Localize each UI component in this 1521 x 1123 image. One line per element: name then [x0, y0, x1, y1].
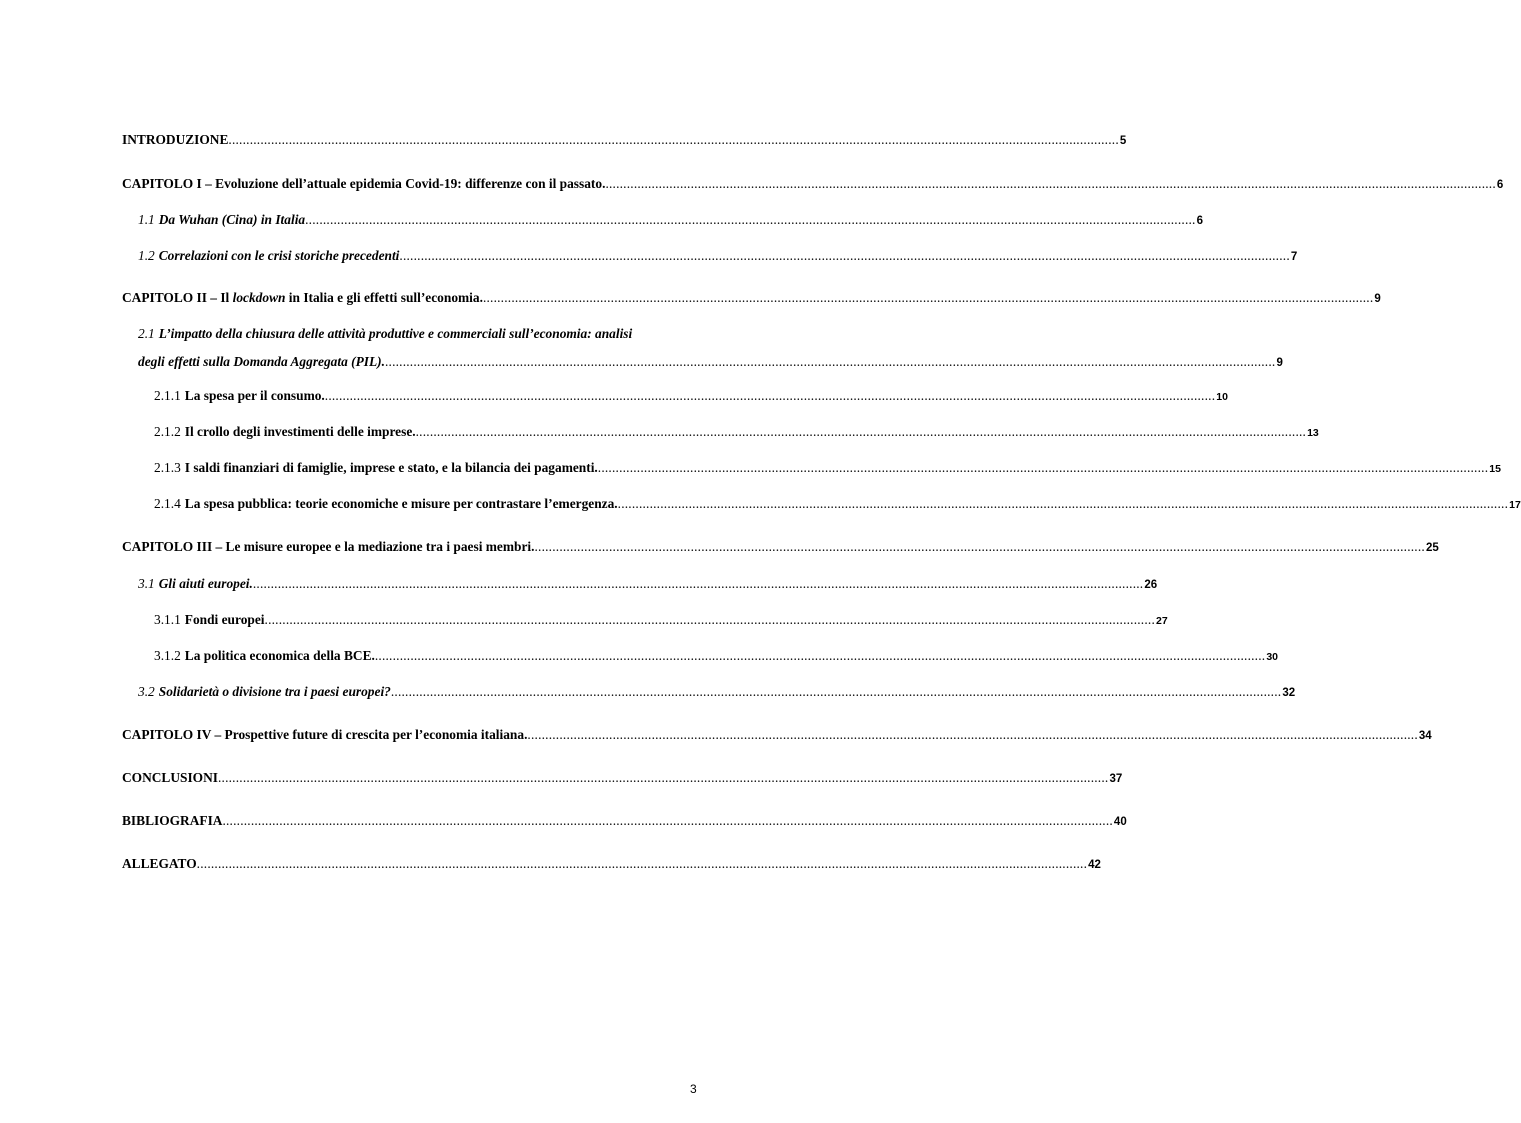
toc-entry-title: CAPITOLO IV – Prospettive future di crescita per l’economia italiana.: [122, 727, 528, 742]
toc-entry-page: 25: [1425, 542, 1439, 554]
toc-entry-number: 3.1.1: [154, 612, 181, 627]
dot-leader: [305, 212, 1195, 228]
toc-entry-page: 7: [1290, 251, 1298, 263]
dot-leader: [391, 684, 1281, 700]
toc-entry-section-2-1-4[interactable]: [154, 496, 1521, 512]
toc-entry-title: [122, 290, 483, 306]
toc-entry-page: 6: [1196, 215, 1203, 227]
dot-leader: [399, 248, 1289, 264]
toc-entry-conclusioni[interactable]: [122, 770, 1123, 786]
toc-entry-number: 3.1: [138, 576, 155, 591]
toc-entry-page: 9: [1276, 357, 1283, 369]
dot-leader: [598, 460, 1488, 476]
toc-entry-page: 10: [1216, 391, 1228, 403]
toc-entry-number: 1.2: [138, 248, 155, 263]
toc-entry-section-1-2[interactable]: [138, 248, 1298, 264]
dot-leader: [527, 727, 1417, 743]
toc-entry-title: Fondi europei: [184, 612, 265, 627]
toc-entry-capitolo-3[interactable]: [122, 539, 1439, 555]
toc-entry-bibliografia[interactable]: [122, 813, 1127, 829]
toc-entry-page: 6: [1496, 179, 1504, 191]
dot-leader: [325, 388, 1215, 404]
toc-entry-section-2-1-1[interactable]: [154, 388, 1228, 404]
toc-entry-section-2-1[interactable]: [138, 320, 1283, 377]
toc-entry-title: La spesa pubblica: teorie economiche e misure per contrastare l’emergenza.: [184, 496, 618, 511]
toc-entry-capitolo-2[interactable]: [122, 290, 1381, 306]
toc-entry-page: 40: [1113, 816, 1127, 828]
toc-entry-line-1: [138, 320, 698, 348]
toc-entry-section-1-1[interactable]: [138, 212, 1203, 228]
dot-leader: [605, 176, 1495, 192]
toc-entry-number: 2.1.2: [154, 424, 181, 439]
dot-leader: [618, 496, 1508, 512]
toc-entry-section-3-1-1[interactable]: [154, 612, 1168, 628]
toc-entry-title: La spesa per il consumo.: [184, 388, 325, 403]
toc-entry-line-2: [138, 348, 1283, 377]
dot-leader: [222, 813, 1112, 829]
toc-entry-title: CAPITOLO III – Le misure europee e la mediazione tra i paesi membri.: [122, 539, 535, 554]
toc-entry-title: CAPITOLO I – Evoluzione dell’attuale epidemia Covid-19: differenze con il passato.: [122, 176, 606, 191]
toc-entry-title: BIBLIOGRAFIA: [122, 813, 223, 828]
toc-entry-allegato[interactable]: [122, 856, 1101, 872]
toc-entry-title: INTRODUZIONE: [122, 132, 229, 147]
dot-leader: [385, 348, 1275, 376]
toc-entry-page: 37: [1109, 773, 1123, 785]
dot-leader: [265, 612, 1155, 628]
toc-entry-page: 34: [1418, 730, 1432, 742]
toc-entry-page: 9: [1374, 293, 1381, 305]
dot-leader: [416, 424, 1306, 440]
toc-entry-number: 3.1.2: [154, 648, 181, 663]
toc-entry-title-post: in Italia e gli effetti sull’economia.: [285, 290, 483, 305]
toc-entry-number: 2.1.3: [154, 460, 181, 475]
toc-entry-introduzione[interactable]: [122, 132, 1127, 148]
toc-entry-page: 26: [1144, 579, 1158, 591]
toc-entry-number: 2.1: [138, 326, 155, 341]
dot-leader: [253, 576, 1143, 592]
toc-entry-capitolo-4[interactable]: [122, 727, 1432, 743]
toc-entry-title: Solidarietà o divisione tra i paesi europei?: [158, 684, 391, 699]
toc-entry-title: Gli aiuti europei.: [158, 576, 253, 591]
toc-entry-title: Da Wuhan (Cina) in Italia: [158, 212, 306, 227]
page-number: 3: [690, 1082, 697, 1096]
toc-entry-page: 30: [1266, 651, 1279, 663]
toc-entry-section-2-1-2[interactable]: [154, 424, 1319, 440]
toc-entry-section-3-1[interactable]: [138, 576, 1158, 592]
toc-entry-page: 27: [1156, 615, 1168, 627]
toc-entry-title-emphasis: lockdown: [232, 290, 286, 305]
toc-entry-page: 15: [1489, 463, 1501, 475]
dot-leader: [228, 132, 1118, 148]
dot-leader: [483, 290, 1373, 306]
toc-entry-number: 2.1.1: [154, 388, 181, 403]
toc-entry-title: L’impatto della chiusura delle attività produttive e commerciali sull’economia: analisi: [158, 326, 633, 341]
toc-entry-page: 42: [1088, 859, 1101, 871]
toc-entry-title: ALLEGATO: [122, 856, 197, 871]
toc-entry-page: 17: [1509, 499, 1521, 511]
dot-leader: [375, 648, 1265, 664]
toc-entry-title-cont: degli effetti sulla Domanda Aggregata (PIL).: [138, 354, 385, 369]
toc-entry-number: 3.2: [138, 684, 155, 699]
toc-entry-page: 13: [1307, 427, 1319, 439]
toc-entry-section-3-1-2[interactable]: [154, 648, 1279, 664]
toc-entry-capitolo-1[interactable]: [122, 176, 1504, 192]
toc-entry-page: 32: [1282, 687, 1296, 699]
toc-entry-title-pre: CAPITOLO II – Il: [122, 290, 233, 305]
toc-entry-section-2-1-3[interactable]: [154, 460, 1501, 476]
toc-entry-title: La politica economica della BCE.: [184, 648, 375, 663]
dot-leader: [218, 770, 1108, 786]
toc-entry-page: 5: [1119, 135, 1127, 147]
toc-entry-title: Correlazioni con le crisi storiche precedenti: [158, 248, 400, 263]
toc-entry-title: Il crollo degli investimenti delle imprese.: [184, 424, 416, 439]
dot-leader: [534, 539, 1424, 555]
toc-entry-title: CONCLUSIONI: [122, 770, 218, 785]
toc-entry-number: 1.1: [138, 212, 155, 227]
dot-leader: [197, 856, 1087, 872]
toc-entry-title: I saldi finanziari di famiglie, imprese e stato, e la bilancia dei pagamenti.: [184, 460, 598, 475]
toc-entry-number: 2.1.4: [154, 496, 181, 511]
toc-entry-section-3-2[interactable]: [138, 684, 1296, 700]
